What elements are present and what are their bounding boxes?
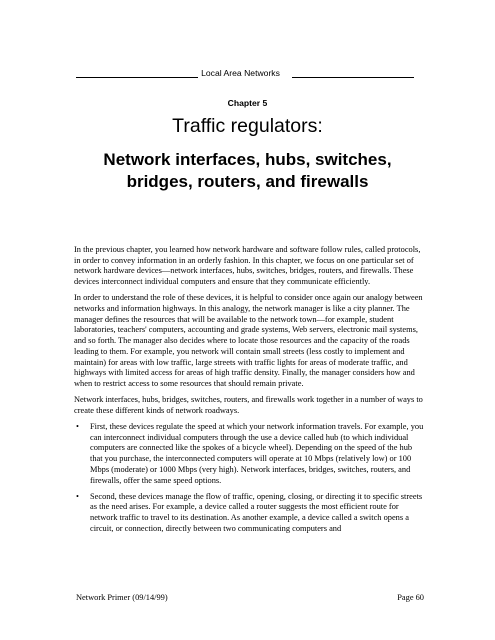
running-header [76, 64, 414, 78]
body-text [74, 245, 424, 540]
page-number: Page 60 [397, 593, 424, 602]
chapter-label: Chapter 5 [227, 98, 268, 108]
paragraph-3: Network interfaces, hubs, bridges, switches, routers, and firewalls work together in a number of ways to create these different kinds of network roadways. [74, 395, 423, 415]
bullet-icon: • [76, 422, 79, 432]
chapter-title: Traffic regulators: [172, 115, 323, 137]
footer-title: Network Primer (09/14/99) [76, 593, 168, 602]
bullet-list [74, 422, 424, 535]
paragraph-2: In order to understand the role of these devices, it is helpful to consider once again our analogy between networks and information highways. In this analogy, the network manager is like a city planner. The manager defines the resources that will be available to the network town—for example, student laboratories, teachers' computers, accounting and grade systems, Web servers, electronic mail systems, and so forth. The manager also decides where to locate those resources and the capacity of the roads leading to them. For example, you network will contain small streets (less costly to implement and maintain) for areas with low traffic, large streets with traffic lights for areas of moderate traffic, and highways with limited access for areas of high traffic density. Finally, the manager considers how and when to restrict access to some resources that should remain private. [74, 293, 423, 388]
paragraph-1: In the previous chapter, you learned how network hardware and software follow rules, called protocols, in order to convey information in an orderly fashion. In this chapter, we focus on one particular set of network hardware devices—network interfaces, hubs, switches, bridges, routers, and firewalls. These devices interconnect individual computers and ensure that they communicate efficiently. [74, 245, 421, 287]
list-item-text: First, these devices regulate the speed at which your network information travels. For example, you can interconnect individual computers through the use a device called hub (to which individual computers are connected like the spokes of a bicycle wheel). Depending on the speed of the hub that you purchase, the interconnected computers will operate at 10 Mbps (relatively low) or 100 Mbps (moderate) or 1000 Mbps (very high). Network interfaces, bridges, switches, routers, and firewalls, offer the same speed options. [90, 422, 424, 485]
list-item [74, 492, 424, 535]
bullet-icon: • [76, 491, 79, 501]
header-rule-right [292, 68, 414, 78]
header-text: Local Area Networks [201, 68, 280, 78]
page-footer [76, 593, 424, 602]
list-item-text: Second, these devices manage the flow of traffic, opening, closing, or directing it to specific streets as the need arises. For example, a device called a router suggests the most efficient route for network traffic to travel to its destination. As another example, a device called a switch opens a circuit, or connection, directly between two communicating computers and [90, 491, 423, 533]
list-item [74, 422, 424, 486]
header-rule-left [76, 68, 198, 78]
chapter-subtitle: Network interfaces, hubs, switches, bridges, routers, and firewalls [103, 150, 392, 191]
